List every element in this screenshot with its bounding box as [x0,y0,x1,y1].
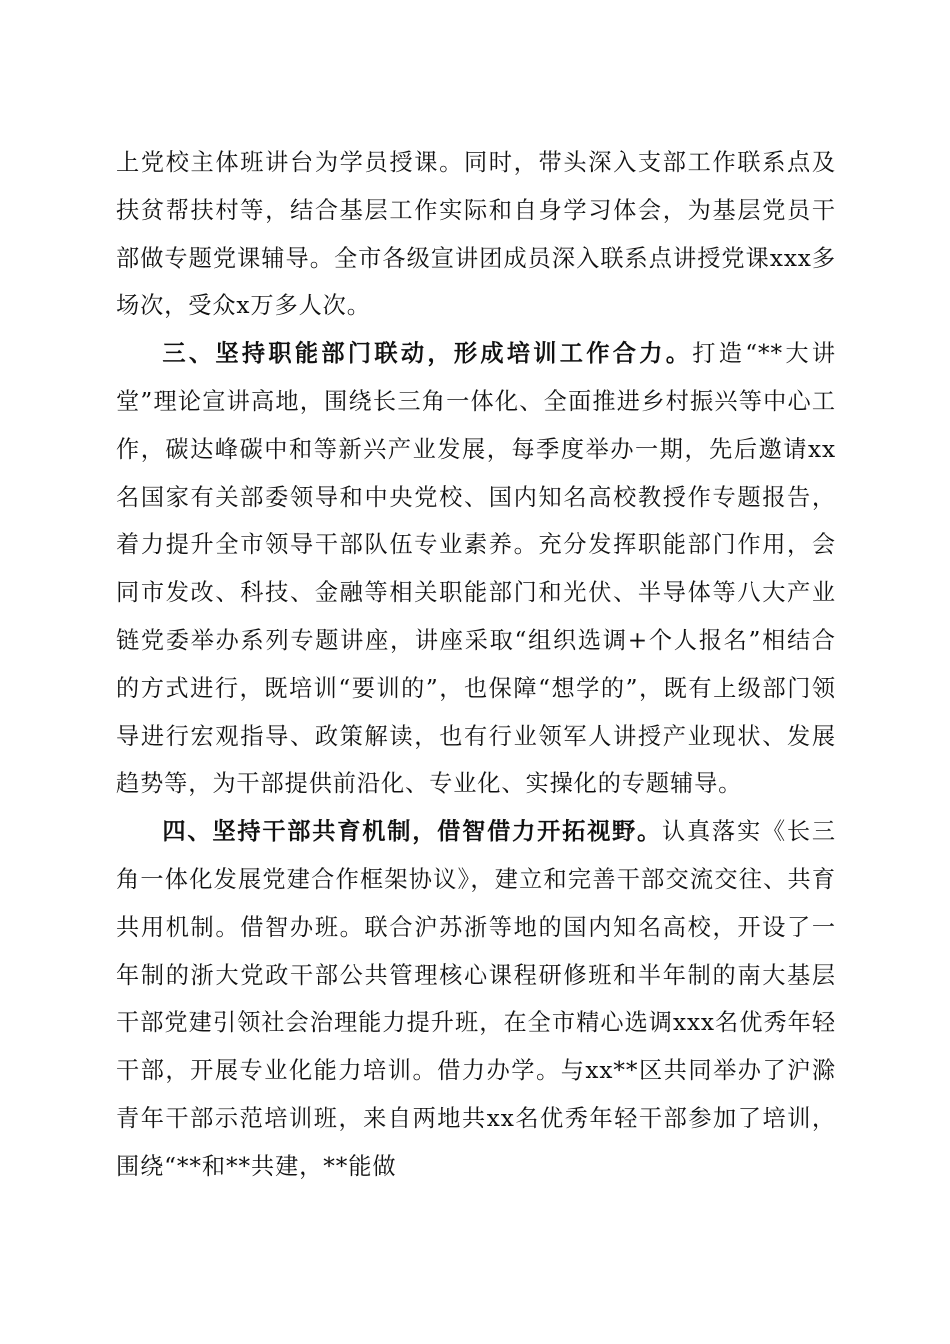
paragraph-section-4 [116,808,836,1190]
paragraph-continuation [116,139,836,330]
section-heading: 四、坚持干部共育机制，借智借力开拓视野。 [162,818,663,846]
document-body [116,139,836,1191]
section-heading: 三、坚持职能部门联动，形成培训工作合力。 [162,340,693,368]
paragraph-body: 打造“**大讲堂”理论宣讲高地，围绕长三角一体化、全面推进乡村振兴等中心工作，碳达峰碳中和等新兴产业发展，每季度举办一期，先后邀请xx名国家有关部委领导和中央党校、国内知名高校教授作专题报告，着力提升全市领导干部队伍专业素养。充分发挥职能部门作用，会同市发改、科技、金融等相关职能部门和光伏、半导体等八大产业链党委举办系列专题讲座，讲座采取“组织选调+个人报名”相结合的方式进行，既培训“要训的”，也保障“想学的”，既有上级部门领导进行宏观指导、政策解读，也有行业领军人讲授产业现状、发展趋势等，为干部提供前沿化、专业化、实操化的专题辅导。 [116,340,837,798]
paragraph-section-3 [116,330,836,808]
paragraph-body: 认真落实《长三角一体化发展党建合作框架协议》，建立和完善干部交流交往、共育共用机制。借智办班。联合沪苏浙等地的国内知名高校，开设了一年制的浙大党政干部公共管理核心课程研修班和半年制的南大基层干部党建引领社会治理能力提升班，在全市精心选调xxx名优秀年轻干部，开展专业化能力培训。借力办学。与xx**区共同举办了沪滁青年干部示范培训班，来自两地共xx名优秀年轻干部参加了培训，围绕“**和**共建，**能做 [116,818,836,1180]
paragraph-body: 上党校主体班讲台为学员授课。同时，带头深入支部工作联系点及扶贫帮扶村等，结合基层工作实际和自身学习体会，为基层党员干部做专题党课辅导。全市各级宣讲团成员深入联系点讲授党课xxx多场次，受众x万多人次。 [116,149,836,320]
